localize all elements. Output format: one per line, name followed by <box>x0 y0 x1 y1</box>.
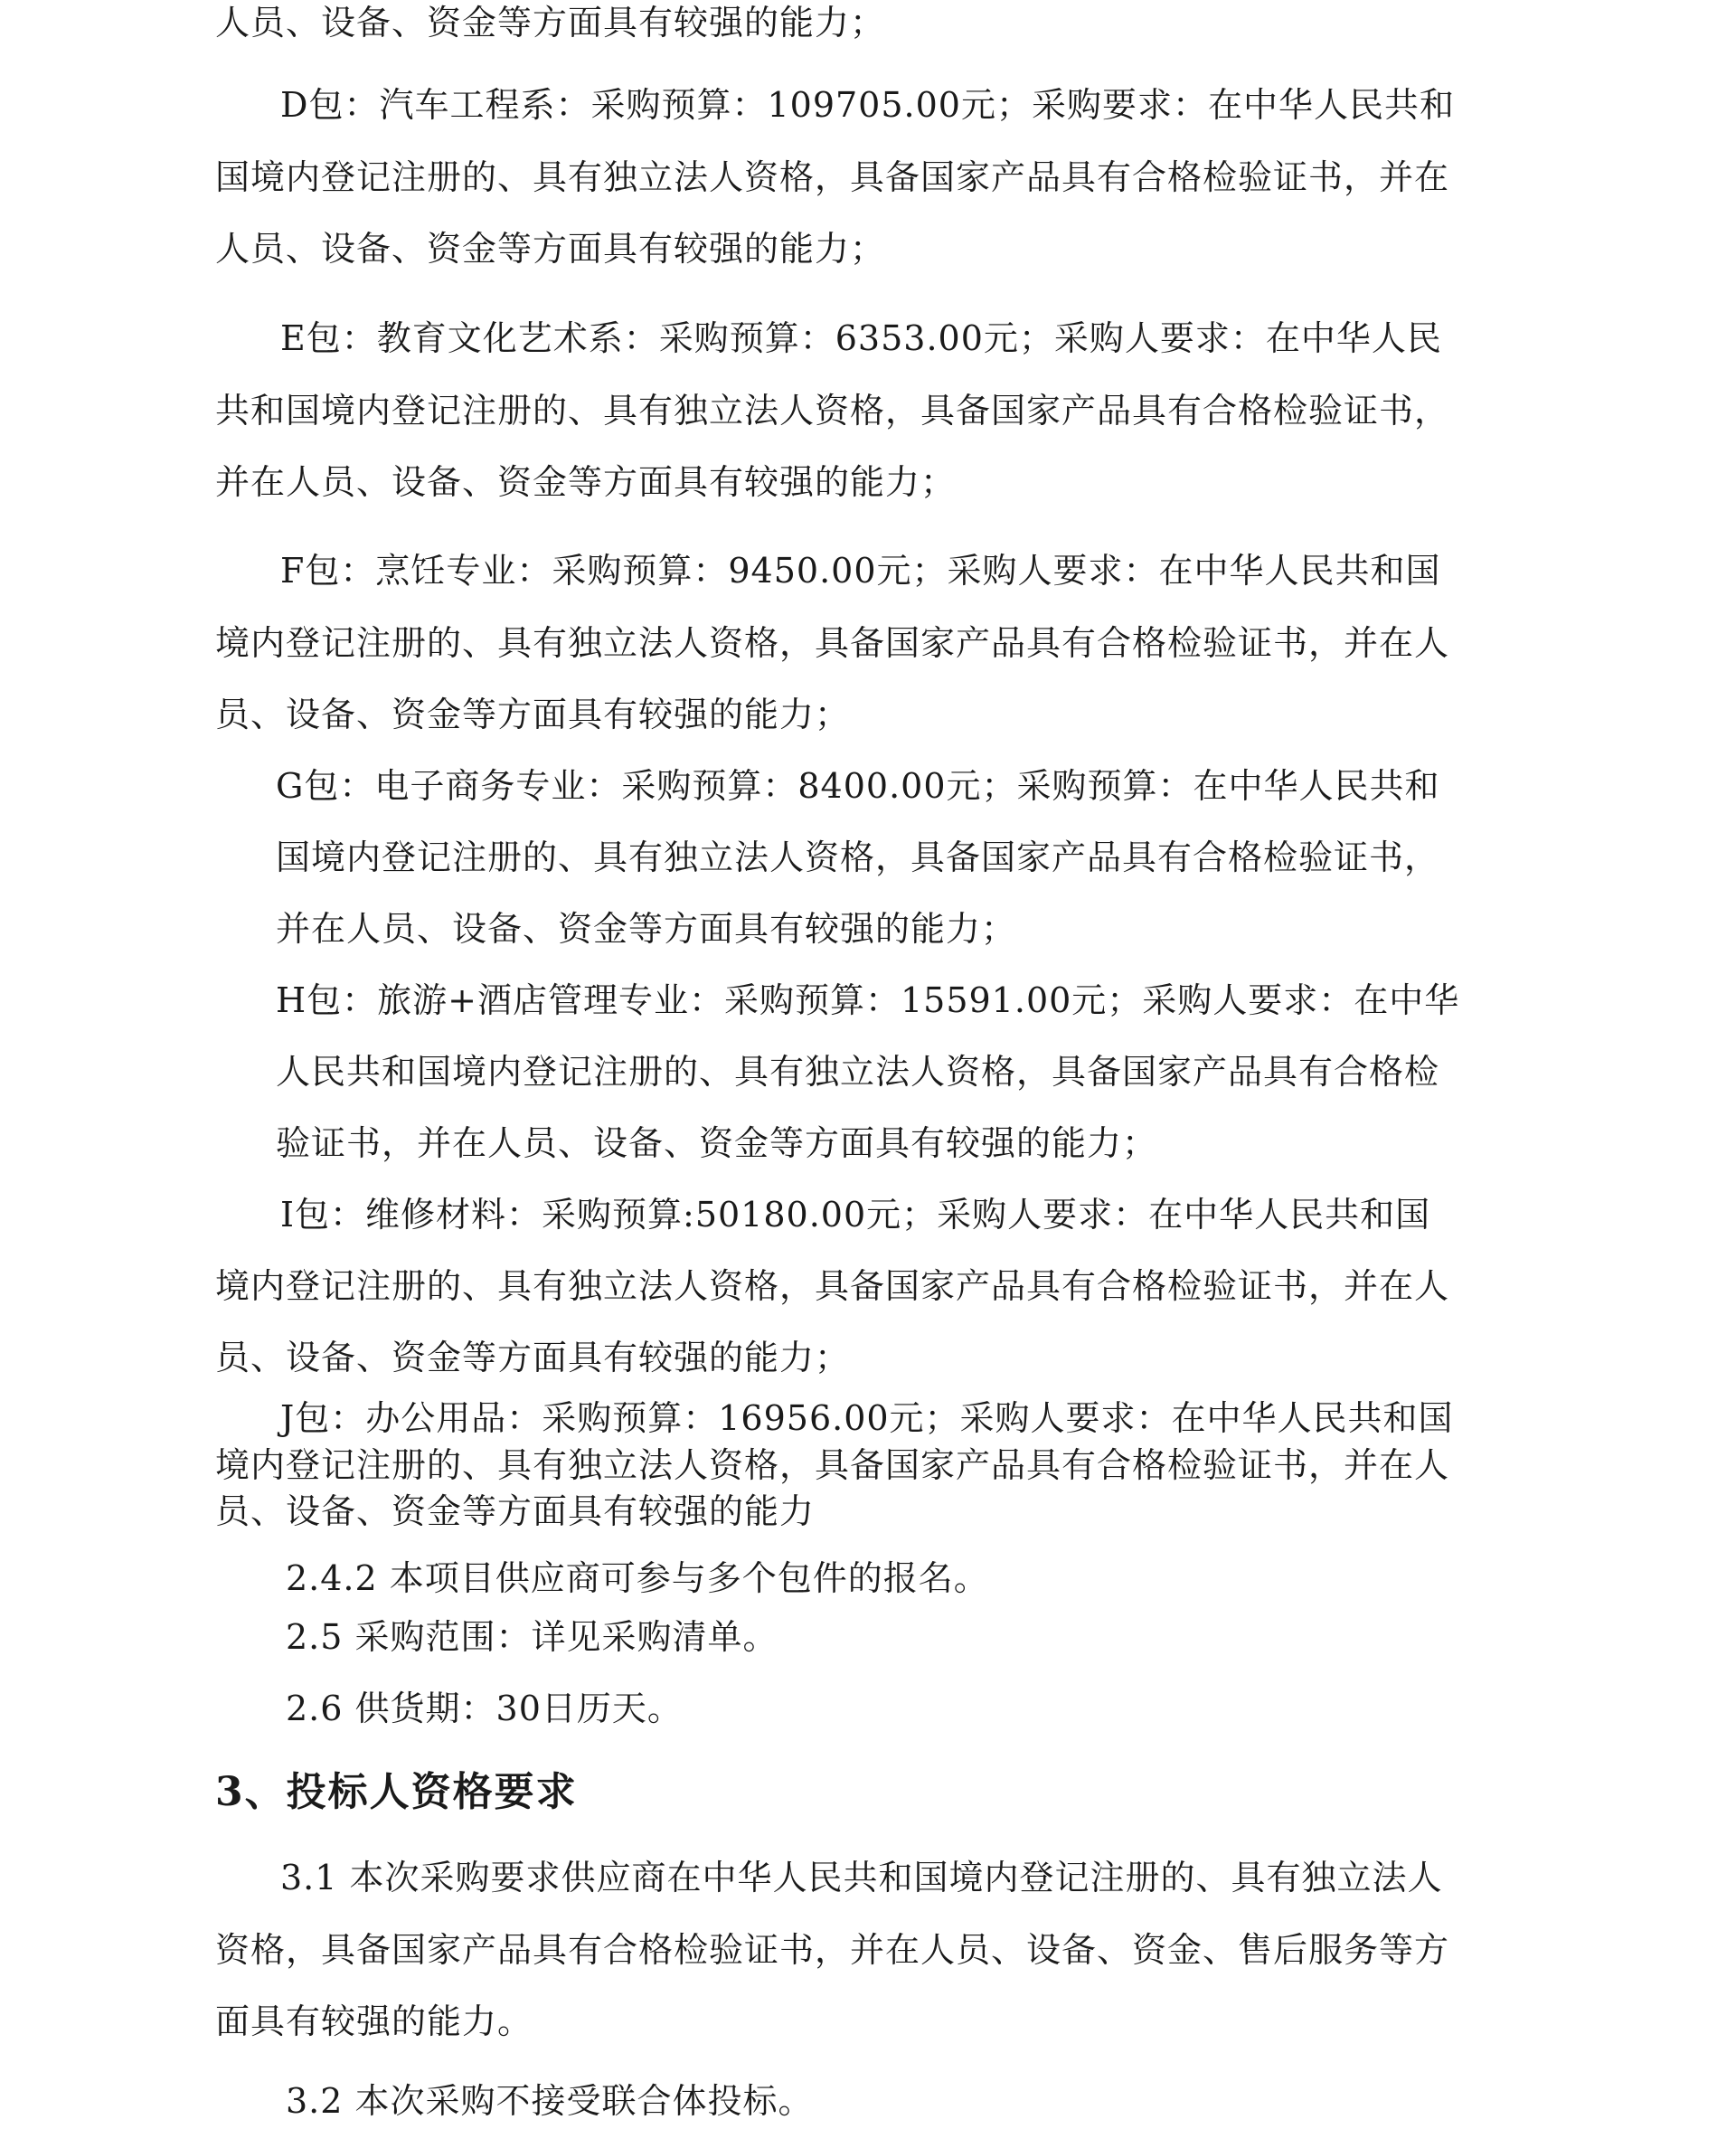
text-line: 员、设备、资金等方面具有较强的能力 <box>215 1491 816 1531</box>
text-line: 3.2 本次采购不接受联合体投标。 <box>286 2081 814 2121</box>
text-line: 2.5 采购范围：详见采购清单。 <box>286 1617 778 1657</box>
text-line: 国境内登记注册的、具有独立法人资格，具备国家产品具有合格检验证书， <box>276 837 1440 877</box>
text-line: 2.6 供货期：30日历天。 <box>286 1689 683 1728</box>
text-line: 共和国境内登记注册的、具有独立法人资格，具备国家产品具有合格检验证书， <box>215 391 1450 431</box>
text-line: D包：汽车工程系：采购预算：109705.00元；采购要求：在中华人民共和 <box>280 85 1455 125</box>
text-line: 资格，具备国家产品具有合格检验证书，并在人员、设备、资金、售后服务等方 <box>215 1930 1450 1970</box>
text-line: 人员、设备、资金等方面具有较强的能力； <box>215 3 886 43</box>
text-line: 面具有较强的能力。 <box>215 2001 533 2041</box>
text-line: G包：电子商务专业：采购预算：8400.00元；采购预算：在中华人民共和 <box>276 766 1440 806</box>
text-line: 并在人员、设备、资金等方面具有较强的能力； <box>215 462 957 502</box>
text-line: I包：维修材料：采购预算:50180.00元；采购人要求：在中华人民共和国 <box>280 1195 1431 1235</box>
text-line: 2.4.2 本项目供应商可参与多个包件的报名。 <box>286 1558 989 1598</box>
text-line: 3.1 本次采购要求供应商在中华人民共和国境内登记注册的、具有独立法人 <box>280 1858 1443 1897</box>
text-line: 人员、设备、资金等方面具有较强的能力； <box>215 229 886 269</box>
text-line: 人民共和国境内登记注册的、具有独立法人资格，具备国家产品具有合格检 <box>276 1052 1440 1092</box>
text-line: 员、设备、资金等方面具有较强的能力； <box>215 695 851 734</box>
text-line: F包：烹饪专业：采购预算：9450.00元；采购人要求：在中华人民共和国 <box>280 551 1441 591</box>
text-line: J包：办公用品：采购预算：16956.00元；采购人要求：在中华人民共和国 <box>280 1398 1454 1438</box>
text-line: 国境内登记注册的、具有独立法人资格，具备国家产品具有合格检验证书，并在 <box>215 157 1450 197</box>
section-heading: 3、投标人资格要求 <box>215 1769 578 1815</box>
text-line: H包：旅游+酒店管理专业：采购预算：15591.00元；采购人要求：在中华 <box>276 980 1460 1020</box>
text-line: 验证书，并在人员、设备、资金等方面具有较强的能力； <box>276 1123 1158 1163</box>
text-line: E包：教育文化艺术系：采购预算：6353.00元；采购人要求：在中华人民 <box>280 318 1442 358</box>
text-line: 员、设备、资金等方面具有较强的能力； <box>215 1338 851 1377</box>
text-line: 境内登记注册的、具有独立法人资格，具备国家产品具有合格检验证书，并在人 <box>215 1266 1450 1306</box>
text-line: 并在人员、设备、资金等方面具有较强的能力； <box>276 909 1017 949</box>
text-line: 境内登记注册的、具有独立法人资格，具备国家产品具有合格检验证书，并在人 <box>215 623 1450 663</box>
text-line: 境内登记注册的、具有独立法人资格，具备国家产品具有合格检验证书，并在人 <box>215 1445 1450 1485</box>
